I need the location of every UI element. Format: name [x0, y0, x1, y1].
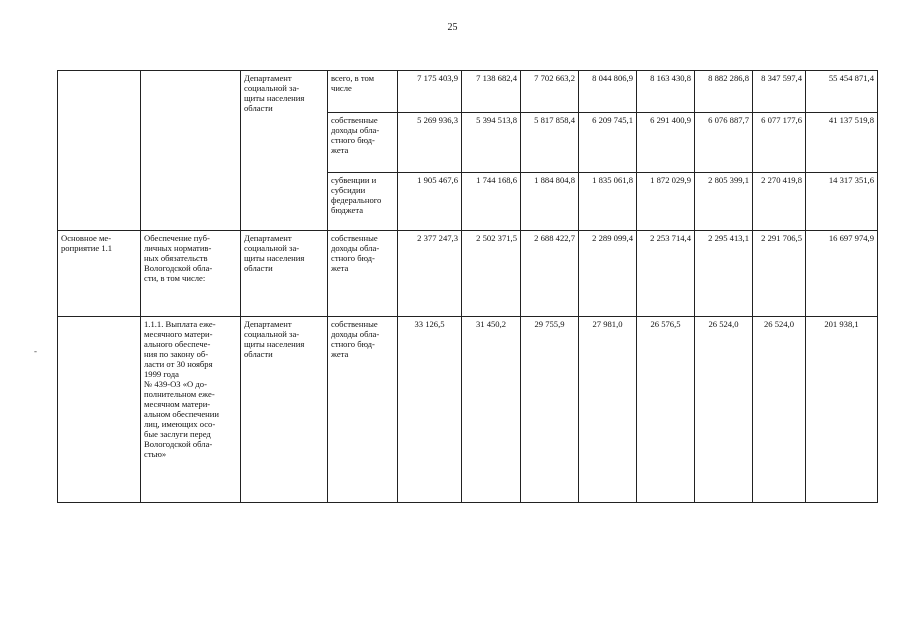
funding-source-cell: собственные доходы обла- стного бюд- жета — [328, 317, 398, 503]
financing-table — [57, 70, 878, 503]
total-cell: 201 938,1 — [806, 317, 878, 503]
event-code-cell — [58, 317, 141, 503]
value-cell: 8 347 597,4 — [753, 71, 806, 113]
value-cell: 2 805 399,1 — [695, 173, 753, 231]
value-cell: 6 209 745,1 — [579, 113, 637, 173]
funding-source-cell: субвенции и субсидии федерального бюджета — [328, 173, 398, 231]
value-cell: 1 884 804,8 — [521, 173, 579, 231]
value-cell: 2 688 422,7 — [521, 231, 579, 317]
value-cell: 2 377 247,3 — [398, 231, 462, 317]
event-code-cell: Основное ме- роприятие 1.1 — [58, 231, 141, 317]
funding-source-cell: всего, в том числе — [328, 71, 398, 113]
value-cell: 2 253 714,4 — [637, 231, 695, 317]
value-cell: 1 872 029,9 — [637, 173, 695, 231]
value-cell: 7 175 403,9 — [398, 71, 462, 113]
value-cell: 8 163 430,8 — [637, 71, 695, 113]
value-cell: 6 077 177,6 — [753, 113, 806, 173]
value-cell: 27 981,0 — [579, 317, 637, 503]
value-cell: 7 138 682,4 — [462, 71, 521, 113]
executor-cell: Департамент социальной за- щиты населения области — [241, 71, 328, 231]
value-cell: 5 394 513,8 — [462, 113, 521, 173]
page-number: 25 — [447, 22, 458, 33]
total-cell: 14 317 351,6 — [806, 173, 878, 231]
funding-source-cell: собственные доходы обла- стного бюд- жета — [328, 113, 398, 173]
event-name-cell: 1.1.1. Выплата еже- месячного матери- ального обеспече- ния по закону об- ласти от 30 ноября 1999 года № 439-ОЗ «О до- полнительном еже- месячном матери- альном обеспечении лиц, имеющих осо- бые заслуги перед Вологодской обла- стью» — [141, 317, 241, 503]
value-cell: 26 524,0 — [695, 317, 753, 503]
value-cell: 2 270 419,8 — [753, 173, 806, 231]
value-cell: 6 291 400,9 — [637, 113, 695, 173]
margin-mark: - — [34, 346, 37, 356]
value-cell: 26 524,0 — [753, 317, 806, 503]
table-row — [58, 317, 878, 503]
value-cell: 8 882 286,8 — [695, 71, 753, 113]
funding-source-cell: собственные доходы обла- стного бюд- жета — [328, 231, 398, 317]
table-row — [58, 231, 878, 317]
value-cell: 2 295 413,1 — [695, 231, 753, 317]
event-name-cell — [141, 71, 241, 231]
value-cell: 31 450,2 — [462, 317, 521, 503]
value-cell: 1 905 467,6 — [398, 173, 462, 231]
event-name-cell: Обеспечение пуб- личных норматив- ных обязательств Вологодской обла- сти, в том числе: — [141, 231, 241, 317]
value-cell: 1 835 061,8 — [579, 173, 637, 231]
value-cell: 5 269 936,3 — [398, 113, 462, 173]
value-cell: 26 576,5 — [637, 317, 695, 503]
value-cell: 7 702 663,2 — [521, 71, 579, 113]
value-cell: 8 044 806,9 — [579, 71, 637, 113]
executor-cell: Департамент социальной за- щиты населения области — [241, 231, 328, 317]
total-cell: 16 697 974,9 — [806, 231, 878, 317]
value-cell: 2 502 371,5 — [462, 231, 521, 317]
value-cell: 5 817 858,4 — [521, 113, 579, 173]
value-cell: 2 289 099,4 — [579, 231, 637, 317]
total-cell: 55 454 871,4 — [806, 71, 878, 113]
value-cell: 2 291 706,5 — [753, 231, 806, 317]
value-cell: 1 744 168,6 — [462, 173, 521, 231]
executor-cell: Департамент социальной за- щиты населения области — [241, 317, 328, 503]
value-cell: 33 126,5 — [398, 317, 462, 503]
table-row — [58, 71, 878, 113]
value-cell: 6 076 887,7 — [695, 113, 753, 173]
event-code-cell — [58, 71, 141, 231]
total-cell: 41 137 519,8 — [806, 113, 878, 173]
value-cell: 29 755,9 — [521, 317, 579, 503]
